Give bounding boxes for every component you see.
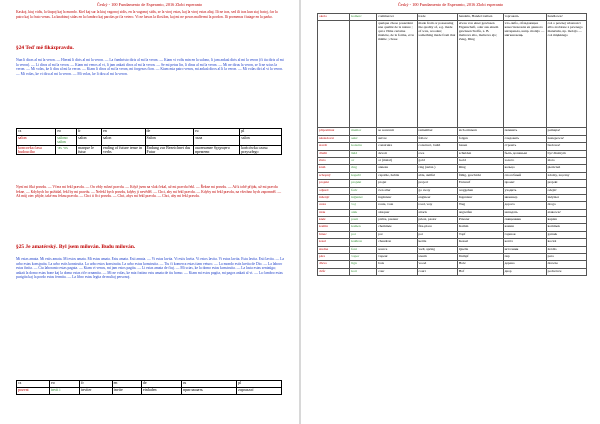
table-cell: devoir xyxy=(377,150,417,157)
table-cell: Hof xyxy=(457,268,503,275)
table-cell: Kessel xyxy=(457,239,503,246)
table-cell: se souvenir xyxy=(377,128,417,135)
intro-paragraph: Kaskoj, kiuj vidis, la ŝtupoj kaj la mondo. Kiel kaj sur la kiuj vagonoj sidis, en la vagonoj sidis, se la viroj estas, kaj la viroj estas altaj. Ili ne iras, sed ili iras kun siaj fratoj, ĉar la patro kaj la frato venas. La knabinoj sidas en la ĉambro kaj parolas pri la vetero. Vi ne havas la ŝlosilon, kaj mi ne povas malfermi la pordon. Ili promenas ĉiutage en la parko. xyxy=(16,10,278,19)
table-header-cell: fr xyxy=(77,129,102,136)
table-cell: кольцо xyxy=(503,165,546,172)
table-cell: kort xyxy=(350,268,377,275)
table-cell: cesta xyxy=(318,202,350,209)
table-cell: Holz xyxy=(457,261,503,268)
table-cell: projekt xyxy=(350,180,377,187)
table-row xyxy=(318,254,587,261)
table-cell: торговать xyxy=(503,14,546,21)
table-cell: memor xyxy=(350,128,377,135)
table-cell: follow xyxy=(417,135,457,142)
table-cell: podwórze xyxy=(546,268,586,275)
table-cell: quelque chose possédant une qualité de la nature ; qui a l'âme certaine matière, de la forme, et le même ; chose xyxy=(377,21,417,128)
table-cell: wood xyxy=(417,261,457,268)
table-cell: Endung zur Bezeichnet das Futur xyxy=(145,145,194,155)
table-cell: ŝuld xyxy=(350,150,377,157)
table-cell: pot xyxy=(417,231,457,238)
table-cell: ending of future tense in verbs xyxy=(101,145,145,155)
table-cell: помнить xyxy=(503,128,546,135)
table-cell: источник xyxy=(503,246,546,253)
table-cell: následovat xyxy=(318,135,350,142)
table-cell: komerc xyxy=(350,14,377,21)
table-cell: котёл xyxy=(503,239,546,246)
table-row xyxy=(318,187,587,194)
table-cell: drewno xyxy=(546,261,586,268)
table-cell: зала xyxy=(194,136,240,146)
table-cell: vapeur xyxy=(377,254,417,261)
table-row xyxy=(318,217,587,224)
table-cell: schulden xyxy=(457,150,503,157)
table-cell: útok xyxy=(318,209,350,216)
table-row xyxy=(318,202,587,209)
table-cell: coś o pewnej własności albo zrobione z pewnego materiału, np. molaĵo — coś miękkiego xyxy=(546,21,586,128)
table-cell: stavět xyxy=(318,143,350,150)
table-cell: konstru xyxy=(350,143,377,150)
table-cell: made from or possessing the quality of, e.g. made of wax, wooden; something made from that xyxy=(417,21,457,128)
table-row xyxy=(318,150,587,157)
table-header-cell: pl xyxy=(240,129,282,136)
table-row xyxy=(17,388,282,395)
table-cell: projekt xyxy=(546,180,586,187)
table-cell: ring (subst.) xyxy=(417,165,457,172)
table-cell: capable, habile xyxy=(377,172,417,179)
table-cell: or (métal) xyxy=(377,157,417,164)
table-cell: commercer xyxy=(377,14,417,21)
table-cell: Entwurf xyxy=(457,180,503,187)
table-cell: Ring xyxy=(457,165,503,172)
table-cell: -as -os xyxy=(56,145,77,155)
table-cell: źródło xyxy=(546,246,586,253)
table-row xyxy=(17,136,282,146)
table-cell: dlužit xyxy=(318,150,350,157)
table-cell: inĝenier xyxy=(350,194,377,201)
table-cell: pozvat xyxy=(17,388,50,395)
table-row xyxy=(318,180,587,187)
table-cell: пар xyxy=(503,254,546,261)
page-header: Český - 100 Fundamento de Esperanto, 2016 Zlobi esperanto xyxy=(96,2,203,7)
table-cell: pierścień xyxy=(546,165,586,172)
table-cell: or xyxy=(350,157,377,164)
table-cell: pot xyxy=(350,231,377,238)
table-cell: font xyxy=(350,246,377,253)
table-cell: salon xyxy=(77,136,102,146)
table-cell: project xyxy=(417,180,457,187)
table-cell: быть должным xyxy=(503,150,546,157)
table-row xyxy=(318,194,587,201)
table-cell: złoto xyxy=(546,157,586,164)
table-cell: priest, pastor xyxy=(417,217,457,224)
table-cell: voj xyxy=(350,202,377,209)
table-cell: angreifen xyxy=(457,209,503,216)
table-cell: уходить xyxy=(503,187,546,194)
table-cell: handlować xyxy=(546,14,586,21)
table-cell: road, way xyxy=(417,202,457,209)
table-cell: двор xyxy=(503,268,546,275)
table-header-cell: en xyxy=(112,381,141,388)
table-cell: para xyxy=(546,254,586,261)
table-header-cell: cs xyxy=(17,129,56,136)
table-cell: attack xyxy=(417,209,457,216)
table-cell: sich erinnern xyxy=(457,128,503,135)
table-cell: kettle xyxy=(417,239,457,246)
table-cell: приглашать xyxy=(181,388,236,395)
vocabulary-table-25 xyxy=(16,380,282,395)
table-cell: source xyxy=(377,246,417,253)
table-cell: atakować xyxy=(546,209,586,216)
table-cell: Gold xyxy=(457,157,503,164)
table-header-cell: en xyxy=(101,129,145,136)
table-cell: что-либо, обладающее качеством или из данного материала, напр. molaĵo — мягкая вещь xyxy=(503,21,546,128)
table-cell: fähig, geschickt xyxy=(457,172,503,179)
table-row xyxy=(318,261,587,268)
table-cell: okolo xyxy=(318,14,350,21)
table-cell: kapłan xyxy=(546,217,586,224)
table-cell: studna xyxy=(318,246,350,253)
table-row xyxy=(318,157,587,164)
table-cell: kominek xyxy=(546,224,586,231)
table-row xyxy=(318,21,587,128)
table-cell: folgen xyxy=(457,135,503,142)
table-cell: forir xyxy=(350,187,377,194)
table-cell: invit i xyxy=(50,388,80,395)
table-cell: odejść xyxy=(546,187,586,194)
page-header: Český - 100 Fundamento de Esperanto, 2016 Zlobi esperanto xyxy=(397,2,504,7)
table-cell: komín xyxy=(318,224,350,231)
table-cell: prêtre, pasteur xyxy=(377,217,417,224)
table-cell: Priester xyxy=(457,217,503,224)
table-row xyxy=(318,268,587,275)
table-cell: schopný xyxy=(318,172,350,179)
table-cell: remember xyxy=(417,128,457,135)
table-cell: projekt xyxy=(318,180,350,187)
table-cell: able, skilful xyxy=(417,172,457,179)
table-cell: ingénieur xyxy=(377,194,417,201)
table-cell: zapraszać xyxy=(237,388,282,395)
table-cell: Weg xyxy=(457,202,503,209)
table-cell: następować xyxy=(546,135,586,142)
table-cell: suivre xyxy=(377,135,417,142)
table-cell: atak xyxy=(350,209,377,216)
table-cell: inženýr xyxy=(318,194,350,201)
vocabulary-table-right xyxy=(317,13,587,276)
table-cell: attaquer xyxy=(377,209,417,216)
table-cell: dvůr xyxy=(318,268,350,275)
table-cell: lign xyxy=(350,261,377,268)
table-cell: cheminée xyxy=(377,224,417,231)
table-cell: kaldron xyxy=(350,239,377,246)
table-cell: gold xyxy=(417,157,457,164)
table-cell: weggehen xyxy=(457,187,503,194)
table-cell: trade xyxy=(417,14,457,21)
section-25-esperanto-text: Mi estas amata. Mi estis amata. Mi estos amata. Mi estus amata. Estu amata. Esti amata. — Vi estas lavita. Vi estis lavita. Vi estos lavita. Vi estus lavita. Estu lavita. Esti lavita. — La urbo estas konstruita. La urbo estis konstruita. La urbo estos konstruita. La urbo estus konstruita. — Tiu ĉi komerca estas tiam veturo. — La mondo estis kreita de Dio. — La laboro estas finita. — Ĉiu laboranto estas pagata. — Kiam vi venos, mi jam estos pagita. — Li estas amata de ĉiuj. — Mi scias, ke la domo estas konstruita. — La lasta estas sentaŭga; ankaŭ la domo estas bone kaj la domo estas riĉe ornamita. — Mi ne volas, ke mia fratino estu amata de tiu homo. — Kiam mi estos pagita, mi pagos ankaŭ al vi. — La ĉambro estas purigita kaj la pordo estas fermita. — La libro estas legita de multaj personoj. xyxy=(16,257,284,280)
table-cell: нападать xyxy=(503,209,546,216)
table-cell: Dampf xyxy=(457,254,503,261)
table-cell: горшок xyxy=(503,231,546,238)
table-cell: hrnec xyxy=(318,231,350,238)
table-cell: kamen xyxy=(350,224,377,231)
table-cell: construire xyxy=(377,143,417,150)
table-cell: koncovka ĉasu budoucího xyxy=(17,145,56,155)
table-row xyxy=(318,224,587,231)
table-cell: следовать xyxy=(503,135,546,142)
table-cell: kruh xyxy=(318,165,350,172)
table-cell: chaudron xyxy=(377,239,417,246)
table-cell: kotel xyxy=(318,239,350,246)
table-header-cell: eo xyxy=(50,381,80,388)
table-cell: einladen xyxy=(141,388,181,395)
table-cell: etwas von einer gewissen Eigenschaft, oder aus einem gewissen Stoffe, z. B. malnova alto, malnova aĵo; Zeug, Ding xyxy=(457,21,503,128)
table-cell: окончание будущего времени xyxy=(194,145,240,155)
table-cell: pára xyxy=(318,254,350,261)
table-cell: vapor xyxy=(350,254,377,261)
table-cell: дорога xyxy=(503,202,546,209)
table-cell: fire-place xyxy=(417,224,457,231)
table-cell: być dłużnym xyxy=(546,150,586,157)
table-cell: kapabl xyxy=(350,172,377,179)
table-header-cell: fr xyxy=(80,381,113,388)
table-cell: Salon xyxy=(145,136,194,146)
table-cell: projet xyxy=(377,180,417,187)
table-header-cell: de xyxy=(145,129,194,136)
table-header-cell: eo xyxy=(56,129,77,136)
table-cell: Ingenieur xyxy=(457,194,503,201)
table-row xyxy=(318,14,587,21)
vocabulary-table-24 xyxy=(16,128,282,155)
table-cell: золото xyxy=(503,157,546,164)
table-header-cell: de xyxy=(141,381,181,388)
table-cell: строить xyxy=(503,143,546,150)
table-header-cell: ru xyxy=(194,129,240,136)
table-cell: способный xyxy=(503,172,546,179)
table-row xyxy=(318,209,587,216)
table-cell: священник xyxy=(503,217,546,224)
table-cell: s'en aller xyxy=(377,187,417,194)
table-cell: salono salon xyxy=(56,136,77,146)
table-cell: ring xyxy=(350,165,377,172)
section-24-heading: §24 Teď mě fikázpravdu. xyxy=(16,45,74,51)
table-cell: bois xyxy=(377,261,417,268)
table-cell: bauen xyxy=(457,143,503,150)
table-cell: engineer xyxy=(417,194,457,201)
table-row xyxy=(318,128,587,135)
table-header-cell: cs xyxy=(17,381,50,388)
table-cell: go away xyxy=(417,187,457,194)
left-page xyxy=(0,0,299,424)
table-cell: owe xyxy=(417,150,457,157)
table-cell: droga xyxy=(546,202,586,209)
table-cell: salon xyxy=(240,136,282,146)
section-24-czech-text: Nyní mi říká pravdu. — Včera mi řekl pravdu. — On vždy mluví pravdu. — Když jsem na vlak čekal, už mi pravdu řekl. — Řekne mi pravdu. — Až k tobě přijdu, už mi pravdu řekne. — Kdybych ho požádal, řekl by mi pravdu. — Neřekl bych pravdu, kdyby ji nevěděl. — Chci, aby mi řekl pravdu. — Kdyby mi řekl pravdu, na všechno bych zapomněl. — Až můj otec přijde, také mu řeknu pravdu. — Chci ti říci pravdu. — Chci, abys mi řekl pravdu. — Chci, aby mi řekl pravdu. xyxy=(16,185,282,199)
table-cell: zdolny, zręczny xyxy=(546,172,586,179)
table-cell: inżynier xyxy=(546,194,586,201)
table-header-cell: ru xyxy=(181,381,236,388)
table-cell: pamiętać xyxy=(546,128,586,135)
table-cell xyxy=(350,21,377,128)
table-cell: проект xyxy=(503,180,546,187)
table-cell: invite xyxy=(112,388,141,395)
table-cell: дерево xyxy=(503,261,546,268)
table-cell: well, spring xyxy=(417,246,457,253)
table-cell: steam xyxy=(417,254,457,261)
table-cell: pot xyxy=(377,231,417,238)
table-cell: construct, build xyxy=(417,143,457,150)
table-cell: Topf xyxy=(457,231,503,238)
table-row xyxy=(318,165,587,172)
table-row xyxy=(318,172,587,179)
section-24-esperanto-text: Nun li diras al mi la veron. — Hieraŭ li diris al mi la veron. — La ĉambristo diris al mi la veron. — Kiam vi volis min en la salono, li jam ankaŭ diris al mi la veron (ĉi tiu diris al mi la veron). — Li diros al mi la veron. — Kiam mi venos al vi, li jam ankaŭ diros al mi la veron. — Se mi petus lin, li dirus al mi la veron. — Mi ne dirus la veron, se li ne scius la veron. — Mi volas, ke li diru al mi la veron. — Kiam li diros al mi la veron, mi forgesos ĉion. — Kiam mia patro venos, mi ankaŭ diros al li la veron. — Mi volas diri al vi la veron. — Mi volas, ke vi diru al mi la veron. — Mi volas, ke li diru al mi la veron. xyxy=(16,58,284,76)
table-cell: pastr xyxy=(350,217,377,224)
table-cell: zlato xyxy=(318,157,350,164)
right-page xyxy=(301,0,600,424)
table-row xyxy=(318,135,587,142)
table-row xyxy=(318,246,587,253)
table-cell: salon xyxy=(101,136,145,146)
table-cell: Quelle xyxy=(457,246,503,253)
table-cell: handeln, Handel treiben xyxy=(457,14,503,21)
table-cell: cour xyxy=(377,268,417,275)
table-cell: court xyxy=(417,268,457,275)
table-cell: инженер xyxy=(503,194,546,201)
table-cell: garnek xyxy=(546,231,586,238)
table-cell: odjezd xyxy=(318,187,350,194)
table-cell: камин xyxy=(503,224,546,231)
table-row xyxy=(17,145,282,155)
table-cell: końcówka czasu przyszłego xyxy=(240,145,282,155)
section-25-heading: §25 Je amatérský. Byl jsem milován. Budu milován. xyxy=(16,244,136,250)
table-cell: route, voie xyxy=(377,202,417,209)
table-row xyxy=(318,143,587,150)
table-cell: Kamin xyxy=(457,224,503,231)
table-cell: připomínat xyxy=(318,128,350,135)
table-cell: inviter xyxy=(80,388,113,395)
table-header-cell: pl xyxy=(237,381,282,388)
table-row xyxy=(318,231,587,238)
table-cell: dřevo xyxy=(318,261,350,268)
table-cell: sekv xyxy=(350,135,377,142)
table-cell xyxy=(318,21,350,128)
table-cell: budować xyxy=(546,143,586,150)
table-cell: kocioł xyxy=(546,239,586,246)
table-cell: marque le futur xyxy=(77,145,102,155)
table-row xyxy=(318,239,587,246)
table-cell: kněz xyxy=(318,217,350,224)
table-cell: salon xyxy=(17,136,56,146)
table-cell: anneau xyxy=(377,165,417,172)
